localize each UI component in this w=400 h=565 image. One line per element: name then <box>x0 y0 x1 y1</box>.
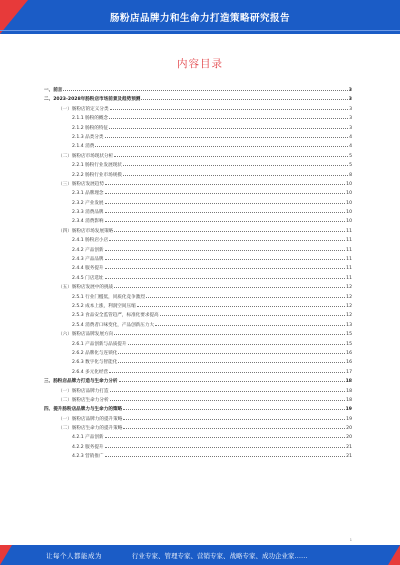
toc-entry-page: 21 <box>346 444 352 450</box>
toc-entry-page: 10 <box>346 210 352 216</box>
toc-entry-page: 11 <box>346 247 352 253</box>
toc-dot-leader <box>160 309 345 316</box>
footer-slogan: 让每个人都能成为 <box>46 552 102 560</box>
toc-dot-leader <box>109 112 348 119</box>
toc-entry-page: 12 <box>346 294 352 300</box>
toc-entry-label: （五）肠粉店发展中的挑战 <box>58 285 114 291</box>
toc-entry[interactable] <box>44 347 352 356</box>
toc-dot-leader <box>105 131 349 138</box>
toc-entry-page: 16 <box>346 350 352 356</box>
toc-entry[interactable] <box>44 375 352 384</box>
toc-entry[interactable] <box>44 84 352 93</box>
toc-dot-leader <box>105 244 346 251</box>
toc-entry[interactable] <box>44 215 352 224</box>
toc-dot-leader <box>141 93 347 100</box>
toc-entry[interactable] <box>44 262 352 271</box>
toc-dot-leader <box>109 122 348 129</box>
toc-entry-label: 2.5.1 行业门槛低，同质化竞争激烈 <box>72 294 145 300</box>
toc-entry[interactable] <box>44 234 352 243</box>
toc-dot-leader <box>105 272 346 279</box>
toc-entry-label: 2.3.2 产业发展 <box>72 200 104 206</box>
toc-entry-page: 5 <box>349 153 352 159</box>
toc-entry[interactable] <box>44 300 352 309</box>
toc-dot-leader <box>155 319 345 326</box>
toc-entry-label: 2.3.1 品牌理念 <box>72 191 104 197</box>
toc-entry-label: 2.4.1 肠粉店小店 <box>72 238 109 244</box>
toc-entry[interactable] <box>44 122 352 131</box>
toc-entry-label: （二）肠粉店市场现状分析 <box>58 153 114 159</box>
toc-entry[interactable] <box>44 319 352 328</box>
toc-entry[interactable] <box>44 356 352 365</box>
toc-entry[interactable] <box>44 103 352 112</box>
toc-dot-leader <box>146 291 345 298</box>
toc-dot-leader <box>123 422 345 429</box>
toc-dot-leader <box>105 187 346 194</box>
toc-entry-page: 16 <box>346 360 352 366</box>
toc-entry-label: 4.2.2 服务提升 <box>72 444 104 450</box>
toc-entry[interactable] <box>44 131 352 140</box>
toc-dot-leader <box>119 375 345 382</box>
toc-dot-leader <box>109 234 345 241</box>
toc-entry-label: 2.6.1 产品创新与品质提升 <box>72 341 127 347</box>
toc-dot-leader <box>114 150 348 157</box>
toc-entry-label: 2.6.2 品牌化与连锁化 <box>72 350 118 356</box>
toc-dot-leader <box>114 281 345 288</box>
toc-dot-leader <box>118 347 345 354</box>
toc-entry-page: 10 <box>346 219 352 225</box>
toc-entry-page: 11 <box>346 275 352 281</box>
toc-dot-leader <box>118 356 345 363</box>
toc-entry-page: 11 <box>346 238 352 244</box>
toc-entry-page: 4 <box>349 144 352 150</box>
toc-entry-page: 10 <box>346 181 352 187</box>
page-header <box>0 0 400 34</box>
toc-entry-label: 2.4.2 产品创新 <box>72 247 104 253</box>
toc-dot-leader <box>105 262 346 269</box>
header-divider <box>0 30 400 31</box>
toc-entry-label: 四、提升肠粉店品牌力与生命力的策略 <box>44 407 123 413</box>
page-footer <box>0 545 400 565</box>
toc-entry-page: 15 <box>346 341 352 347</box>
toc-dot-leader <box>123 413 345 420</box>
footer-roles: 行业专家、管理专家、营销专家、战略专家、成功企业家…… <box>132 552 308 560</box>
toc-entry-label: 2.3.3 消费品牌 <box>72 210 104 216</box>
toc-entry-label: （二）肠粉店生命力分析 <box>58 397 109 403</box>
toc-entry-label: 2.2.2 肠粉行业市场规模 <box>72 172 122 178</box>
toc-entry-page: 19 <box>345 407 352 413</box>
toc-dot-leader <box>105 253 346 260</box>
header-title: 肠粉店品牌力和生命力打造策略研究报告 <box>109 13 290 24</box>
toc-entry-page: 3 <box>348 88 352 93</box>
toc-entry[interactable] <box>44 225 352 234</box>
toc-entry[interactable] <box>44 281 352 290</box>
toc-entry[interactable] <box>44 413 352 422</box>
toc-entry-label: （一）肠粉店品牌力的提升策略 <box>58 416 123 422</box>
toc-entry-label: （一）肠粉店的定义分类 <box>58 106 109 112</box>
toc-dot-leader <box>123 169 348 176</box>
toc-entry-label: 二、2023-2028年肠粉店市场前景及趋势预测 <box>44 97 141 103</box>
toc-entry[interactable] <box>44 112 352 121</box>
page-number: 1 <box>349 538 352 542</box>
toc-entry-page: 10 <box>346 200 352 206</box>
toc-entry-page: 18 <box>345 379 352 385</box>
toc-entry-label: 4.2.1 产品创新 <box>72 435 104 441</box>
toc-entry-label: 4.2.3 营销推广 <box>72 454 104 460</box>
toc-entry-page: 19 <box>346 416 352 422</box>
toc-entry-page: 15 <box>346 332 352 338</box>
toc-entry[interactable] <box>44 178 352 187</box>
toc-entry[interactable] <box>44 206 352 215</box>
toc-entry-page: 10 <box>346 191 352 197</box>
toc-entry-label: 2.2.1 肠粉行业发展现状 <box>72 163 122 169</box>
toc-entry-page: 18 <box>346 397 352 403</box>
table-of-contents <box>44 84 352 460</box>
toc-dot-leader <box>105 431 346 438</box>
toc-dot-leader <box>123 159 348 166</box>
toc-entry-page: 12 <box>346 285 352 291</box>
toc-entry[interactable] <box>44 159 352 168</box>
toc-entry-label: 2.1.4 消费 <box>72 144 95 150</box>
toc-entry[interactable] <box>44 197 352 206</box>
toc-entry[interactable] <box>44 187 352 196</box>
toc-dot-leader <box>105 450 346 457</box>
toc-entry[interactable] <box>44 291 352 300</box>
toc-entry-page: 11 <box>346 257 352 263</box>
toc-title: 内容目录 <box>177 58 223 70</box>
toc-dot-leader <box>105 206 346 213</box>
toc-entry[interactable] <box>44 450 352 459</box>
toc-entry-label: 2.5.3 食品安全监管趋严，标准化要求提高 <box>72 313 159 319</box>
toc-entry[interactable] <box>44 366 352 375</box>
toc-entry-label: 2.4.5 门店选址 <box>72 275 104 281</box>
toc-dot-leader <box>110 385 346 392</box>
toc-entry-page: 5 <box>349 163 352 169</box>
toc-entry-page: 21 <box>346 454 352 460</box>
toc-entry-page: 18 <box>346 388 352 394</box>
toc-entry[interactable] <box>44 385 352 394</box>
toc-dot-leader <box>123 403 344 410</box>
toc-dot-leader <box>109 366 345 373</box>
toc-entry[interactable] <box>44 338 352 347</box>
toc-dot-leader <box>105 197 346 204</box>
footer-right-accent <box>388 545 400 565</box>
toc-entry-page: 4 <box>349 134 352 140</box>
toc-entry[interactable] <box>44 253 352 262</box>
toc-entry-label: （三）肠粉店发展趋势 <box>58 181 104 187</box>
toc-entry-label: （四）肠粉店市场发展策略 <box>58 228 114 234</box>
toc-dot-leader <box>105 441 346 448</box>
toc-entry-page: 12 <box>346 313 352 319</box>
toc-entry[interactable] <box>44 150 352 159</box>
toc-entry[interactable] <box>44 431 352 440</box>
toc-entry-page: 3 <box>348 97 352 103</box>
toc-dot-leader <box>105 178 345 185</box>
toc-dot-leader <box>128 338 346 345</box>
toc-dot-leader <box>95 140 348 147</box>
toc-entry-label: 2.4.4 服务提升 <box>72 266 104 272</box>
toc-entry-page: 11 <box>346 228 352 234</box>
toc-entry[interactable] <box>44 244 352 253</box>
toc-entry[interactable] <box>44 93 352 102</box>
toc-entry-page: 12 <box>346 303 352 309</box>
toc-entry-label: 2.6.3 数字化与智能化 <box>72 360 118 366</box>
toc-entry-label: （一）肠粉店品牌力打造 <box>58 388 109 394</box>
toc-entry[interactable] <box>44 422 352 431</box>
toc-entry[interactable] <box>44 394 352 403</box>
toc-dot-leader <box>105 215 346 222</box>
toc-dot-leader <box>63 84 347 91</box>
toc-entry-label: （六）肠粉店品牌发展方向 <box>58 332 114 338</box>
toc-entry-label: 一、前言 <box>44 88 63 93</box>
toc-entry-page: 3 <box>349 106 352 112</box>
toc-dot-leader <box>114 328 345 335</box>
toc-entry-page: 8 <box>349 172 352 178</box>
toc-entry-page: 17 <box>346 369 352 375</box>
toc-entry-label: 2.1.3 品类分类 <box>72 134 104 140</box>
toc-entry-label: 2.4.3 产品品牌 <box>72 257 104 263</box>
toc-entry[interactable] <box>44 140 352 149</box>
toc-entry-label: 2.6.4 多元化经营 <box>72 369 109 375</box>
toc-entry-page: 3 <box>349 116 352 122</box>
toc-entry-label: 2.3.4 消费影响 <box>72 219 104 225</box>
footer-left-accent <box>0 545 12 565</box>
toc-dot-leader <box>114 225 345 232</box>
toc-entry[interactable] <box>44 309 352 318</box>
toc-entry[interactable] <box>44 328 352 337</box>
toc-entry-page: 11 <box>346 266 352 272</box>
toc-entry-page: 3 <box>349 125 352 131</box>
toc-entry[interactable] <box>44 169 352 178</box>
toc-entry[interactable] <box>44 403 352 412</box>
toc-entry-label: 2.5.4 消费者口味变化，产品创新压力大 <box>72 322 155 328</box>
toc-dot-leader <box>110 103 349 110</box>
toc-entry-label: （二）肠粉店生命力的提升策略 <box>58 426 123 432</box>
toc-dot-leader <box>137 300 345 307</box>
toc-entry-label: 2.1.2 肠粉的特征 <box>72 125 109 131</box>
toc-entry-label: 2.1.1 肠粉的概念 <box>72 116 109 122</box>
toc-entry-page: 20 <box>346 435 352 441</box>
toc-entry-label: 2.5.2 成本上涨，利润空间压缩 <box>72 303 136 309</box>
toc-entry[interactable] <box>44 272 352 281</box>
toc-dot-leader <box>110 394 346 401</box>
toc-entry-page: 20 <box>346 426 352 432</box>
toc-entry-label: 三、肠粉店品牌力打造与生命力分析 <box>44 379 118 385</box>
toc-entry-page: 13 <box>346 322 352 328</box>
toc-entry[interactable] <box>44 441 352 450</box>
